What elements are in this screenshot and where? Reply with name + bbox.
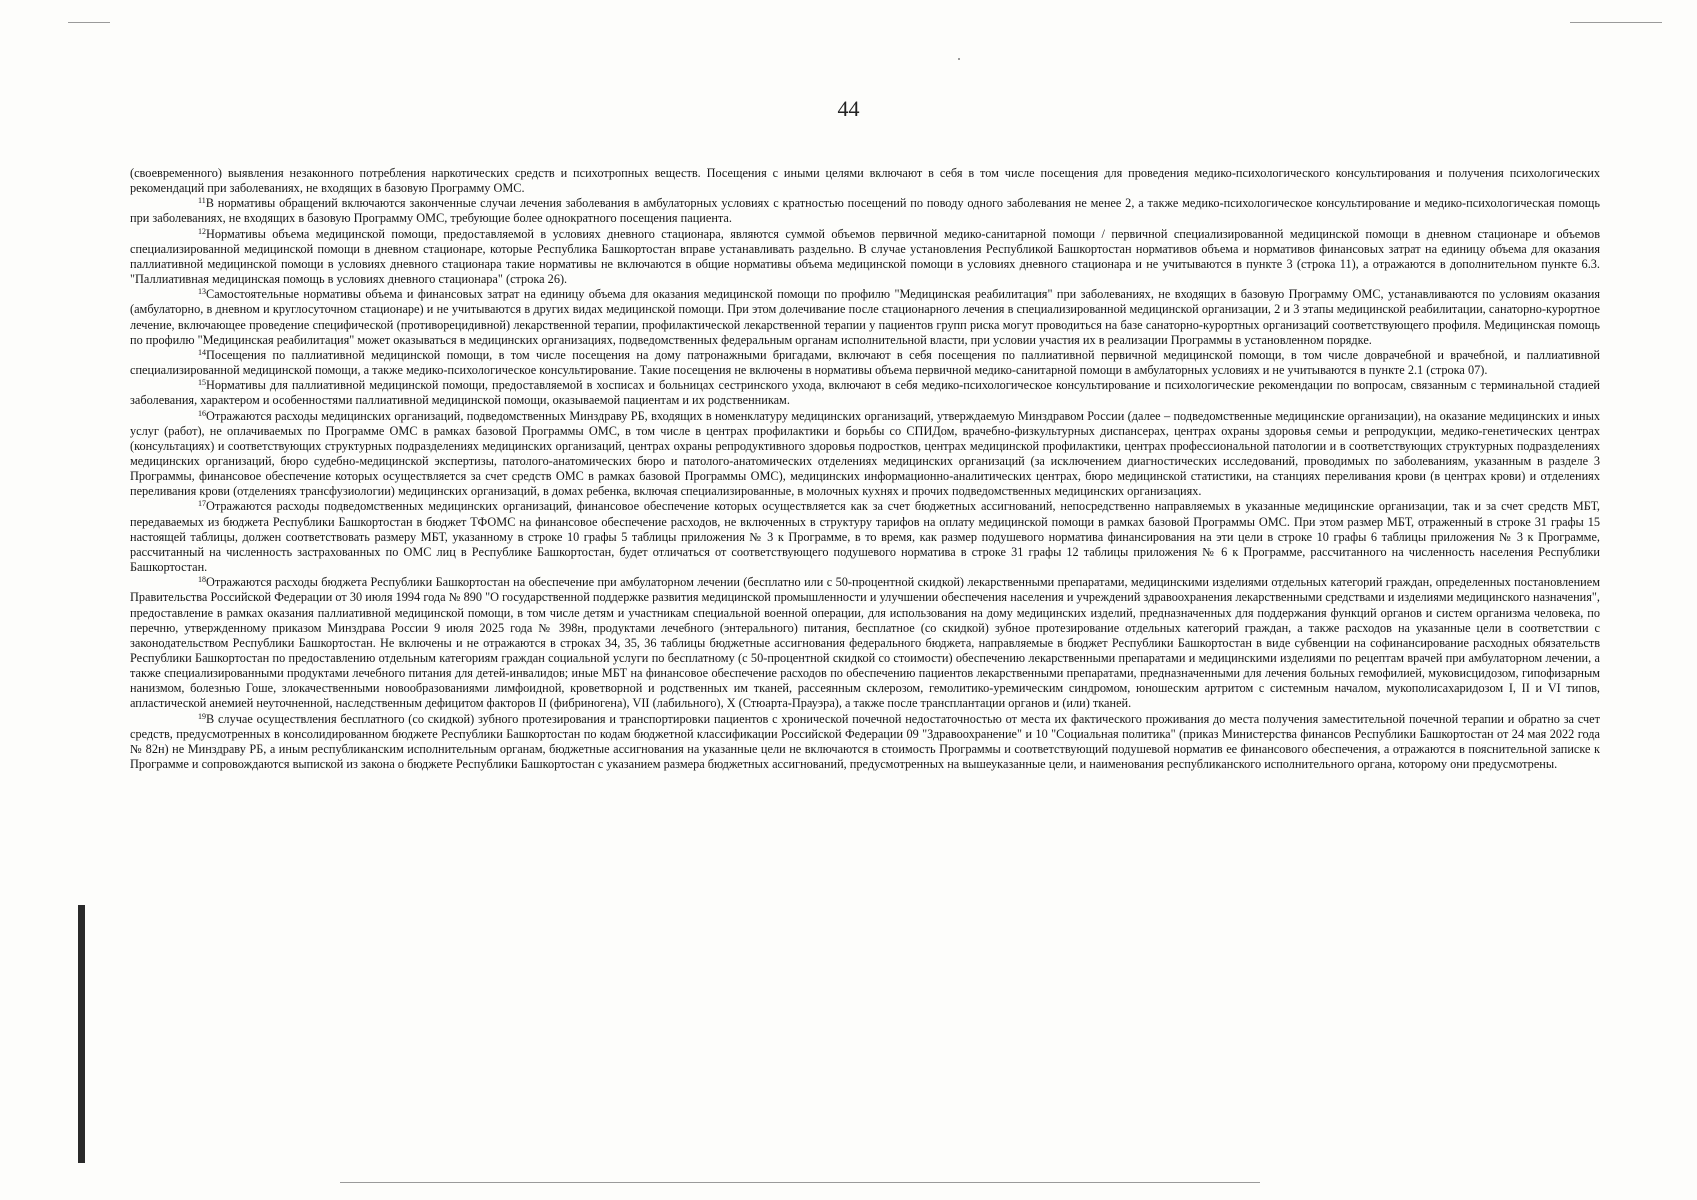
footnote-number: 16 [198, 408, 206, 418]
footnote-number: 13 [198, 287, 206, 297]
footnote-15 [130, 378, 1600, 408]
footnote-number: 17 [198, 499, 206, 509]
scan-mark-top-left [68, 22, 110, 23]
footnote-text: В нормативы обращений включаются законченные случаи лечения заболевания в амбулаторных условиях с кратностью посещений по поводу одного заболевания не менее 2, а также медико-психологическое консультирование и медико-психологическая помощь при заболеваниях, не входящих в базовую Программу ОМС, требующие более однократного посещения пациента. [130, 196, 1600, 226]
footnote-text: Отражаются расходы подведомственных медицинских организаций, финансовое обеспечение которых осуществляется как за счет бюджетных ассигнований, непосредственно направляемых в указанные медицинские организации, так и за счет средств МБТ, передаваемых из бюджета Республики Башкортостан в бюджет ТФОМС на финансовое обеспечение расходов, не включенных в структуру тарифов на оплату медицинской помощи в рамках базовой Программы ОМС. При этом размер МБТ, отраженный в строке 31 графы 15 настоящей таблицы, должен соответствовать размеру МБТ, указанному в строке 10 графы 5 таблицы приложения № 3 к Программе, в то время, как размер подушевого норматива финансирования на эти цели в строке 10 графы 6 таблицы приложения № 3 к Программе, рассчитанный на численность застрахованных по ОМС лиц в Республике Башкортостан, будет отличаться от соответствующего подушевого норматива в строке 31 графы 12 таблицы приложения № 6 к Программе, рассчитанного на численность населения Республики Башкортостан. [130, 499, 1600, 575]
footnote-16 [130, 409, 1600, 500]
footnote-text: Отражаются расходы бюджета Республики Башкортостан на обеспечение при амбулаторном лечении (бесплатно или с 50-процентной скидкой) лекарственными препаратами, медицинскими изделиями отдельных категорий граждан, определенных постановлением Правительства Российской Федерации от 30 июля 1994 года № 890 "О государственной поддержке развития медицинской промышленности и улучшении обеспечения населения и учреждений здравоохранения лекарственными средствами и изделиями медицинского назначения", предоставление в рамках оказания паллиативной медицинской помощи, в том числе детям и участникам специальной военной операции, для использования на дому медицинских изделий, предназначенных для поддержания функций органов и систем организма человека, по перечню, утвержденному приказом Минздрава России 9 июля 2025 года № 398н, продуктами лечебного (энтерального) питания, бесплатное (со скидкой) зубное протезирование отдельных категорий граждан, а также расходов на указанные цели в соответствии с законодательством Республики Башкортостан. Не включены и не отражаются в строках 34, 35, 36 таблицы бюджетные ассигнования федерального бюджета, направляемые в бюджет Республики Башкортостан в виде субвенции на софинансирование расходных обязательств Республики Башкортостан по предоставлению отдельным категориям граждан социальной услуги по бесплатному (с 50-процентной скидкой со стоимости) обеспечению лекарственными препаратами и медицинскими изделиями по рецептам врачей при амбулаторном лечении, а также специализированными продуктами лечебного питания для детей-инвалидов; иные МБТ на финансовое обеспечение расходов по обеспечению пациентов лекарственными препаратами, предназначенными для лечения больных гемофилией, муковисцидозом, гипофизарным нанизмом, болезнью Гоше, злокачественными новообразованиями лимфоидной, кроветворной и родственных им тканей, рассеянным склерозом, гемолитико-уремическим синдромом, юношеским артритом с системным началом, мукополисахаридозом I, II и VI типов, апластической анемией неуточненной, наследственным дефицитом факторов II (фибриногена), VII (лабильного), X (Стюарта-Прауэра), а также после трансплантации органов и (или) тканей. [130, 575, 1600, 711]
footnotes-body [130, 166, 1600, 772]
footnote-text: Самостоятельные нормативы объема и финансовых затрат на единицу объема для оказания медицинской помощи по профилю "Медицинская реабилитация" при заболеваниях, не входящих в базовую Программу ОМС, устанавливаются по условиям оказания (амбулаторно, в дневном и круглосуточном стационаре) и не учитываются в других видах медицинской помощи. При этом долечивание после стационарного лечения в специализированной медицинской организации, 2 и 3 этапы медицинской реабилитации, санаторно-курортное лечение, включающее проведение специфической (противорецидивной) лекарственной терапии, профилактической лекарственной терапии у пациентов групп риска могут проводиться на базе санаторно-курортных организаций соответствующего профиля. Медицинская помощь по профилю "Медицинская реабилитация" может оказываться в медицинских организациях, подведомственных федеральным органам исполнительной власти, при условии участия их в реализации Программы в установленном порядке. [130, 287, 1600, 347]
footnote-12 [130, 227, 1600, 288]
footnote-13 [130, 287, 1600, 348]
scan-edge-bar [78, 905, 85, 1163]
footnote-14 [130, 348, 1600, 378]
paragraph-continuation [130, 166, 1600, 196]
scan-mark-center-dot [958, 58, 960, 60]
footnote-text: В случае осуществления бесплатного (со скидкой) зубного протезирования и транспортировки пациентов с хронической почечной недостаточностью от места их фактического проживания до места получения заместительной почечной терапии и обратно за счет средств, предусмотренных в консолидированном бюджете Республики Башкортостан по кодам бюджетной классификации Российской Федерации 09 "Здравоохранение" и 10 "Социальная политика" (приказ Министерства финансов Республики Башкортостан от 24 мая 2022 года № 82н) не Минздраву РБ, а иным республиканским исполнительным органам, бюджетные ассигнования на указанные цели не включаются в стоимость Программы и соответствующий подушевой норматив ее финансового обеспечения, а отражаются в пояснительной записке к Программе и сопровождаются выпиской из закона о бюджете Республики Башкортостан с указанием размера бюджетных ассигнований, предусмотренных на вышеуказанные цели, и наименования республиканского исполнительного органа, которому они предусмотрены. [130, 711, 1600, 772]
footnote-text: Нормативы для паллиативной медицинской помощи, предоставляемой в хосписах и больницах сестринского ухода, включают в себя медико-психологическое консультирование и психологические рекомендации по вопросам, связанным с терминальной стадией заболевания, характером и особенностями паллиативной медицинской помощи, оказываемой пациентам и их родственникам. [130, 378, 1600, 408]
footnote-18 [130, 575, 1600, 711]
footnote-19 [130, 712, 1600, 773]
footnote-17 [130, 499, 1600, 575]
scan-mark-bottom-line [340, 1182, 1260, 1183]
footnote-text: Отражаются расходы медицинских организаций, подведомственных Минздраву РБ, входящих в номенклатуру медицинских организаций, утверждаемую Минздравом России (далее – подведомственные медицинские организации), на оказание медицинских и иных услуг (работ), не оплачиваемых по Программе ОМС в рамках базовой Программы ОМС, в том числе в центрах профилактики и борьбы со СПИДом, врачебно-физкультурных диспансерах, центрах охраны здоровья семьи и репродукции, медико-генетических центрах (консультациях) и соответствующих структурных подразделениях медицинских организаций, центрах охраны репродуктивного здоровья подростков, центрах медицинской профилактики, центрах профессиональной патологии и в соответствующих структурных подразделениях медицинских организаций, бюро судебно-медицинской экспертизы, патолого-анатомических бюро и патолого-анатомических отделениях медицинских организаций (за исключением диагностических исследований, проводимых по заболеваниям, указанным в разделе 3 Программы, финансовое обеспечение которых осуществляется за счет средств ОМС в рамках базовой Программы ОМС), медицинских информационно-аналитических центрах, бюро медицинской статистики, на станциях переливания крови (в центрах крови) и отделениях переливания крови (отделениях трансфузиологии) медицинских организаций, в домах ребенка, включая специализированные, в молочных кухнях и прочих подведомственных медицинских организациях. [130, 408, 1600, 499]
footnote-11 [130, 196, 1600, 226]
paragraph-text: (своевременного) выявления незаконного потребления наркотических средств и психотропных веществ. Посещения с иными целями включают в себя в том числе посещения для проведения медико-психологического консультирования и получения психологических рекомендаций при заболеваниях, не входящих в базовую Программу ОМС. [130, 166, 1600, 196]
footnote-text: Посещения по паллиативной медицинской помощи, в том числе посещения на дому патронажными бригадами, включают в себя посещения по паллиативной первичной медицинской помощи, в том числе доврачебной и врачебной, и паллиативной специализированной медицинской помощи, а также медико-психологическое консультирование. Такие посещения не включены в нормативы объема первичной медико-санитарной помощи в амбулаторных условиях и не учитываются в пункте 2.1 (строка 07). [130, 347, 1600, 378]
footnote-number: 18 [198, 575, 206, 585]
footnote-number: 14 [198, 347, 206, 357]
footnote-number: 19 [198, 711, 206, 721]
footnote-text: Нормативы объема медицинской помощи, предоставляемой в условиях дневного стационара, являются суммой объемов первичной медико-санитарной помощи / первичной специализированной медицинской помощи в дневном стационаре и объемов специализированной медицинской помощи в дневном стационаре, которые Республика Башкортостан вправе устанавливать раздельно. В случае установления Республикой Башкортостан нормативов объема и нормативов финансовых затрат на единицу объема для оказания паллиативной медицинской помощи в условиях дневного стационара такие нормативы не включаются в общие нормативы объема медицинской помощи в условиях дневного стационара и не учитываются в пункте 3 (строка 11), а отражаются в дополнительном пункте 6.3. "Паллиативная медицинская помощь в условиях дневного стационара" (строка 26). [130, 226, 1600, 287]
scan-mark-top-right [1570, 22, 1662, 23]
page-number: 44 [837, 96, 860, 121]
footnote-number: 15 [198, 378, 206, 388]
footnote-number: 12 [198, 226, 206, 236]
footnote-number: 11 [198, 196, 206, 206]
